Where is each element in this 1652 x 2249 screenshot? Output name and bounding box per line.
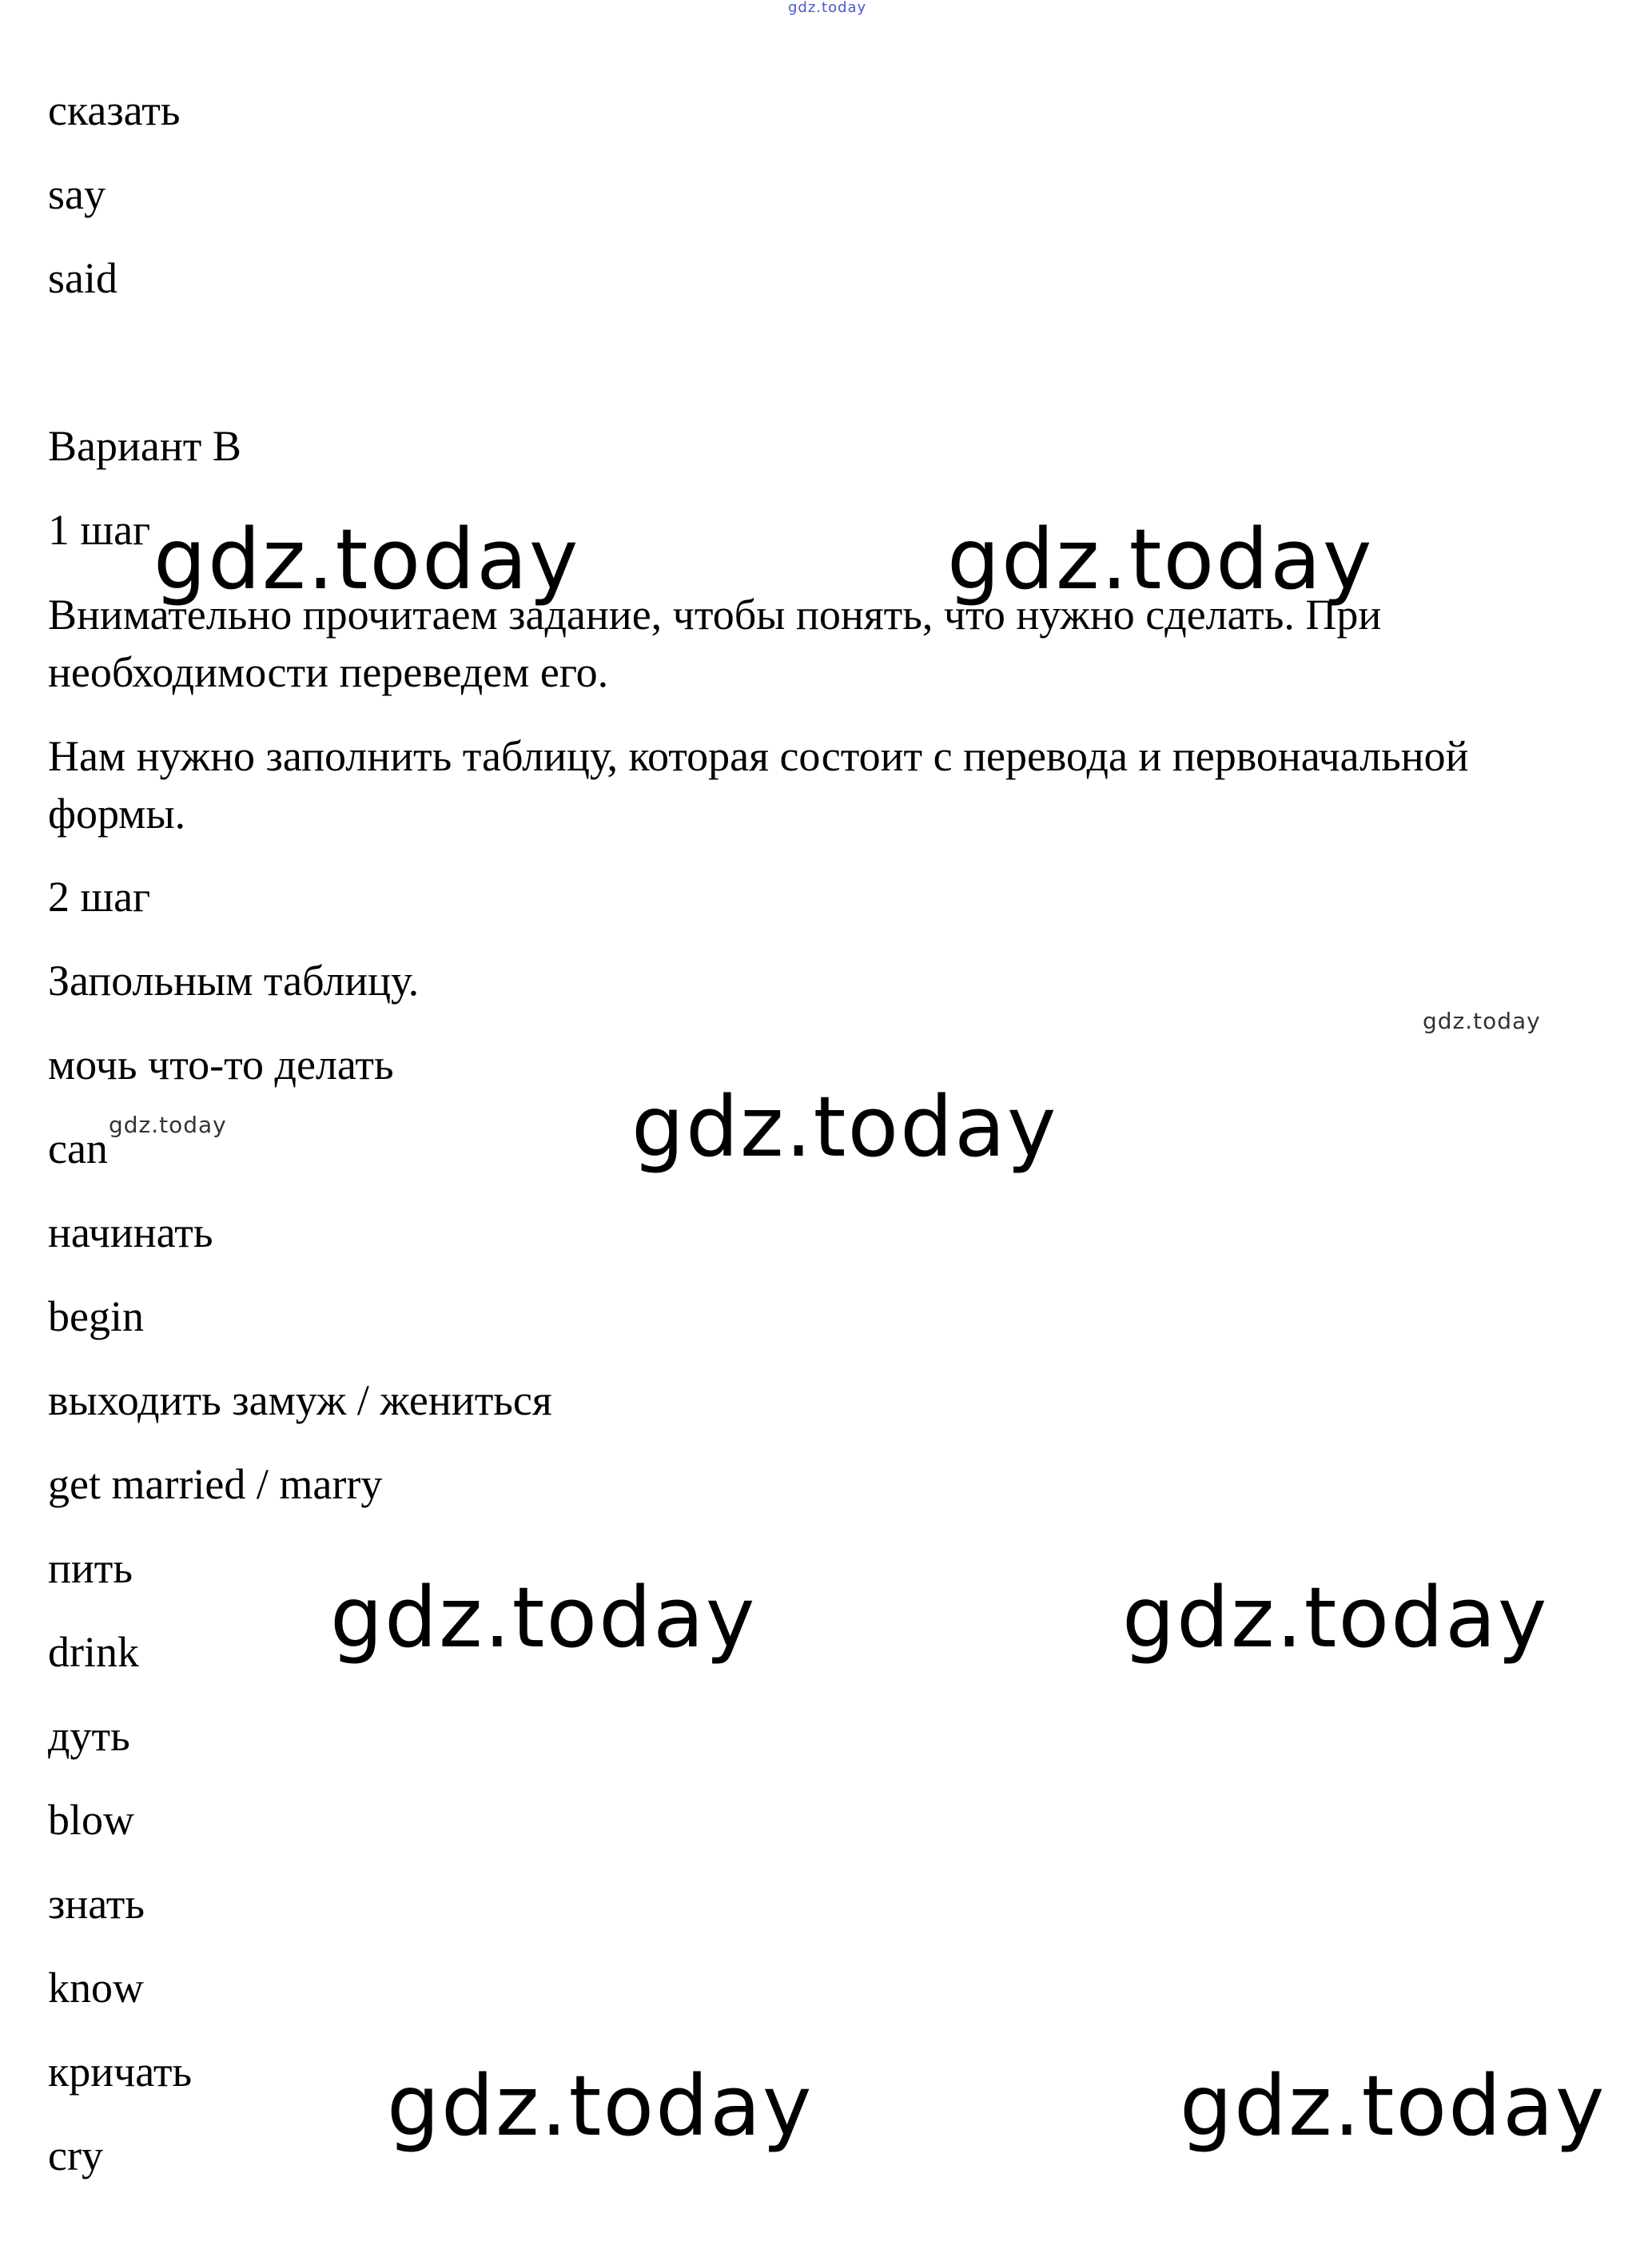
word-list-item: drink (48, 1628, 139, 1676)
step2-instruction: Запольным таблицу. (48, 957, 420, 1005)
watermark-large: gdz.today (330, 1569, 757, 1666)
step1-label: 1 шаг (48, 506, 151, 554)
step1-paragraph2: Нам нужно заполнить таблицу, которая состоит с перевода и первоначальной формы. (48, 732, 1469, 838)
word-list-item: blow (48, 1796, 134, 1844)
word-list-item: begin (48, 1292, 144, 1340)
variant-heading: Вариант B (48, 422, 241, 470)
word-list-item: get married / marry (48, 1460, 383, 1508)
watermark-large: gdz.today (387, 2057, 814, 2155)
word-top-1: say (48, 170, 105, 218)
word-list-item: начинать (48, 1208, 213, 1256)
watermark-large: gdz.today (947, 511, 1374, 608)
watermark-small: gdz.today (1423, 1008, 1541, 1034)
word-list-item: know (48, 1964, 144, 2012)
word-list-item: пить (48, 1544, 133, 1592)
watermark-large: gdz.today (631, 1078, 1058, 1176)
step1-paragraph1: Внимательно прочитаем задание, чтобы понять, что нужно сделать. При необходимости переведем его. (48, 591, 1382, 696)
word-list-item: cry (48, 2132, 103, 2179)
word-top-0: сказать (48, 86, 181, 134)
watermark-large: gdz.today (1122, 1569, 1549, 1666)
word-list-item: can (48, 1124, 108, 1172)
watermark-small: gdz.today (109, 1112, 227, 1138)
watermark-large: gdz.today (1180, 2057, 1606, 2155)
word-top-2: said (48, 254, 117, 302)
watermark-large: gdz.today (153, 511, 580, 608)
word-list-item: выходить замуж / жениться (48, 1376, 552, 1424)
watermark-tiny-top: gdz.today (788, 0, 867, 16)
word-list-item: знать (48, 1880, 145, 1928)
word-list-item: дуть (48, 1712, 130, 1760)
step2-label: 2 шаг (48, 873, 151, 921)
word-list-item: кричать (48, 2048, 193, 2096)
word-list-item: мочь что-то делать (48, 1041, 394, 1089)
